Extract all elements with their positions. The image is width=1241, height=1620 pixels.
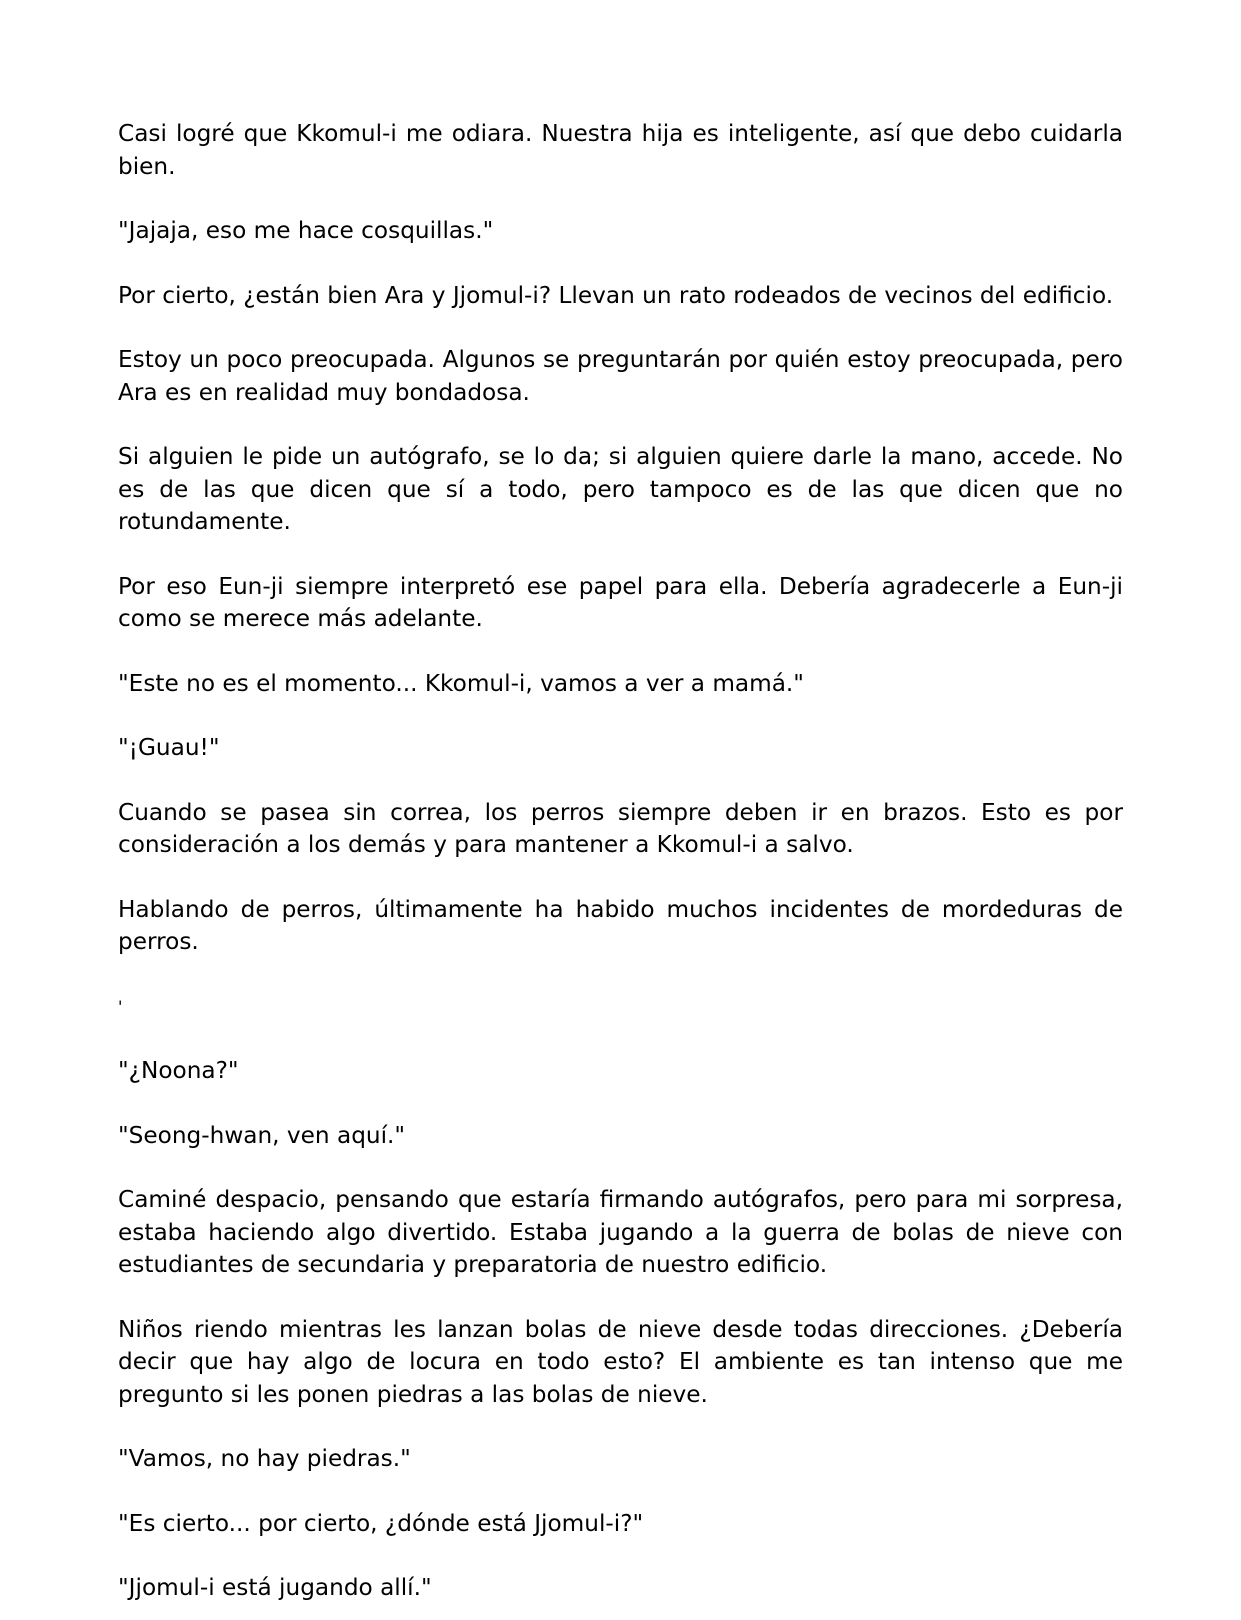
paragraph-3: Por cierto, ¿están bien Ara y Jjomul-i? Llevan un rato rodeados de vecinos del edificio. [118,281,1114,309]
paragraph-15: Niños riendo mientras les lanzan bolas de nieve desde todas direcciones. ¿Debería decir que hay algo de locura en todo esto? El ambiente es tan intenso que me pregunto si les ponen piedras a las bolas de nieve. [118,1315,1123,1408]
paragraph-2: "Jajaja, eso me hace cosquillas." [118,217,494,244]
paragraph-16: "Vamos, no hay piedras." [118,1445,411,1472]
paragraph-13: "Seong-hwan, ven aquí." [118,1121,406,1149]
paragraph-4: Estoy un poco preocupada. Algunos se preguntarán por quién estoy preocupada, pero Ara es en realidad muy bondadosa. [118,346,1123,406]
paragraph-9: Cuando se pasea sin correa, los perros siempre deben ir en brazos. Esto es por consideración a los demás y para mantener a Kkomul-i a salvo. [118,798,1123,858]
paragraph-8: "¡Guau!" [118,734,220,761]
paragraph-10: Hablando de perros, últimamente ha habido muchos incidentes de mordeduras de perros. [118,895,1123,955]
paragraph-12: "¿Noona?" [118,1057,239,1084]
paragraph-6: Por eso Eun-ji siempre interpretó ese papel para ella. Debería agradecerle a Eun-ji como se merece más adelante. [118,572,1123,632]
paragraph-1: Casi logré que Kkomul-i me odiara. Nuestra hija es inteligente, así que debo cuidarla bien. [118,120,1123,180]
paragraph-7: "Este no es el momento... Kkomul-i, vamos a ver a mamá." [118,669,804,697]
paragraph-17: "Es cierto... por cierto, ¿dónde está Jjomul-i?" [118,1509,644,1537]
stray-mark: ' [118,996,123,1016]
document-page [118,118,1123,1620]
paragraph-18: "Jjomul-i está jugando allí." [118,1574,432,1601]
paragraph-5: Si alguien le pide un autógrafo, se lo da; si alguien quiere darle la mano, accede. No es de las que dicen que sí a todo, pero tampoco es de las que dicen que no rotundamente. [118,443,1123,535]
paragraph-14: Caminé despacio, pensando que estaría firmando autógrafos, pero para mi sorpresa, estaba haciendo algo divertido. Estaba jugando a la guerra de bolas de nieve con estudiantes de secundaria y preparatoria de nuestro edificio. [118,1186,1123,1278]
